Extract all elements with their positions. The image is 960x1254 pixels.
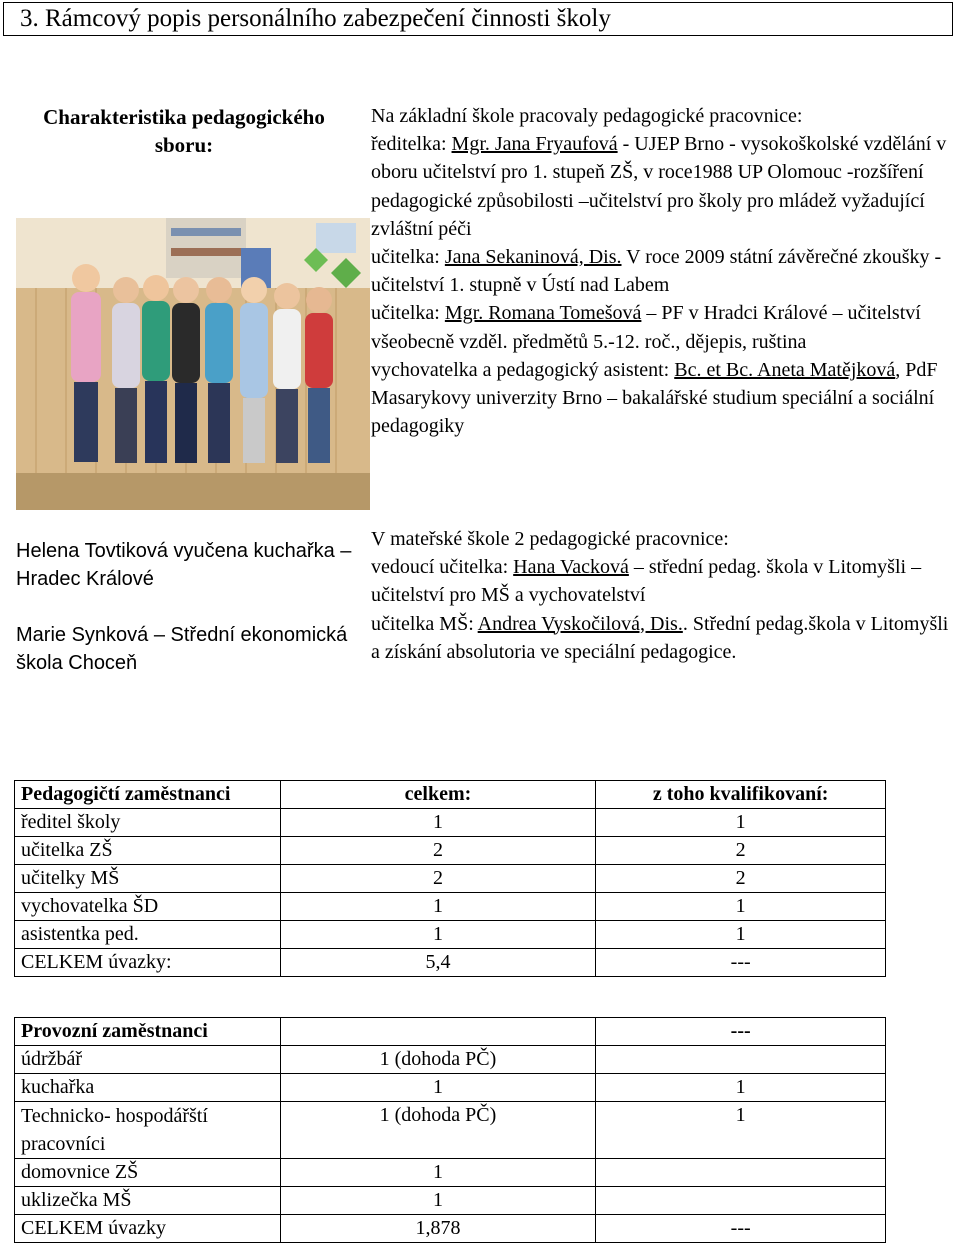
table-cell: ředitel školy <box>15 809 281 837</box>
table-row <box>15 921 886 949</box>
table-row-total <box>15 1215 886 1243</box>
table-cell: 1 <box>280 1159 596 1187</box>
table-cell: učitelka ZŠ <box>15 837 281 865</box>
entry-detail: – střední pedag. škola v Litomyšli – učitelství pro MŠ a vychovatelství <box>371 556 922 607</box>
table-cell: kuchařka <box>15 1074 281 1102</box>
ms-intro-line: V mateřské škole 2 pedagogické pracovnice: <box>371 528 729 550</box>
pedagogical-staff-table <box>14 780 886 977</box>
table-row <box>15 809 886 837</box>
table-cell: vychovatelka ŠD <box>15 893 281 921</box>
table-cell: 1 <box>280 893 596 921</box>
staff-entry-assistant <box>371 356 957 441</box>
entry-role: ředitelka: <box>371 133 452 156</box>
table-cell <box>596 1159 886 1187</box>
header-cell: Pedagogičtí zaměstnanci <box>15 781 281 809</box>
kindergarten-staff-description <box>371 525 957 666</box>
header-cell: z toho kvalifikovaní: <box>596 781 886 809</box>
table-cell: CELKEM úvazky: <box>15 949 281 977</box>
table-cell: 1 <box>280 921 596 949</box>
table-row <box>15 1046 886 1074</box>
table-cell: domovnice ZŠ <box>15 1159 281 1187</box>
table-cell: 1 (dohoda PČ) <box>280 1102 596 1159</box>
table-cell: 1 <box>596 1074 886 1102</box>
table-cell: 1 <box>280 809 596 837</box>
table-row <box>15 865 886 893</box>
intro-line: Na základní škole pracovaly pedagogické pracovnice: <box>371 105 803 127</box>
primary-school-staff-description <box>371 102 957 440</box>
table-cell: 1 <box>596 809 886 837</box>
table-cell: --- <box>596 949 886 977</box>
section-heading: 3. Rámcový popis personálního zabezpečení činnosti školy <box>3 2 953 36</box>
entry-detail: - UJEP Brno - vysokoškolské vzdělání v oboru učitelství pro 1. stupeň ZŠ, v roce1988 UP Olomouc -rozšíření pedagogické způsobilosti –učitelství pro školy pro mládež vyžadující zvláštní péči <box>371 133 947 240</box>
entry-role: učitelka: <box>371 302 445 325</box>
entry-name: Mgr. Romana Tomešová <box>444 302 642 325</box>
table-cell: 1 <box>280 1074 596 1102</box>
table-row <box>15 1159 886 1187</box>
header-cell: --- <box>596 1018 886 1046</box>
table-cell: učitelky MŠ <box>15 865 281 893</box>
staff-entry-teacher-2 <box>371 299 957 355</box>
staff-entry-principal <box>371 130 957 243</box>
entry-detail: – PF v Hradci Králové – učitelství všeobecně vzděl. předmětů 5.-12. roč., dějepis, ruština <box>371 302 921 353</box>
table-cell: asistentka ped. <box>15 921 281 949</box>
table-cell: 2 <box>596 865 886 893</box>
table-cell: údržbář <box>15 1046 281 1074</box>
staff-entry-head-teacher <box>371 553 957 609</box>
table-row <box>15 837 886 865</box>
entry-role: učitelka MŠ: <box>371 612 478 635</box>
table-row <box>15 893 886 921</box>
table-cell: 1 <box>596 921 886 949</box>
entry-role: učitelka: <box>371 246 445 269</box>
table-header-row <box>15 781 886 809</box>
header-cell <box>280 1018 596 1046</box>
staff-group-photo <box>16 218 370 510</box>
table-cell: 1 <box>596 893 886 921</box>
table-row <box>15 1102 886 1159</box>
header-cell: Provozní zaměstnanci <box>15 1018 281 1046</box>
table-cell: 5,4 <box>280 949 596 977</box>
side-title: Charakteristika pedagogického sboru: <box>43 105 325 157</box>
staff-entry-teacher-1 <box>371 243 957 299</box>
operational-staff-table <box>14 1017 886 1243</box>
entry-name: Bc. et Bc. Aneta Matějková <box>674 358 896 381</box>
table-cell: uklizečka MŠ <box>15 1187 281 1215</box>
table-cell <box>596 1046 886 1074</box>
table-cell: Technicko- hospodářští pracovníci <box>15 1102 281 1159</box>
table-cell: 2 <box>596 837 886 865</box>
table-row <box>15 1074 886 1102</box>
table-cell: --- <box>596 1215 886 1243</box>
entry-detail: , PdF Masarykovy univerzity Brno – bakalářské studium speciální a sociální pedagogiky <box>371 358 938 438</box>
entry-name: Andrea Vyskočilová, Dis. <box>477 612 683 635</box>
staff-note-cook: Helena Tovtiková vyučena kuchařka – Hradec Králové <box>16 540 352 590</box>
table-row <box>15 1187 886 1215</box>
table-cell: 2 <box>280 837 596 865</box>
header-cell: celkem: <box>280 781 596 809</box>
table-cell: 1,878 <box>280 1215 596 1243</box>
entry-name: Jana Sekaninová, Dis. <box>444 246 622 269</box>
table-row-total <box>15 949 886 977</box>
table-cell: CELKEM úvazky <box>15 1215 281 1243</box>
table-cell: 1 <box>596 1102 886 1159</box>
table-cell <box>596 1187 886 1215</box>
staff-note-economist: Marie Synková – Střední ekonomická škola Choceň <box>16 624 348 674</box>
table-cell: 2 <box>280 865 596 893</box>
table-cell: 1 (dohoda PČ) <box>280 1046 596 1074</box>
entry-role: vedoucí učitelka: <box>371 556 514 579</box>
table-header-row <box>15 1018 886 1046</box>
staff-entry-ms-teacher <box>371 610 957 666</box>
entry-detail: V roce 2009 státní závěrečné zkoušky - učitelství 1. stupně v Ústí nad Labem <box>371 246 942 297</box>
table-cell: 1 <box>280 1187 596 1215</box>
entry-detail: . Střední pedag.škola v Litomyšli a získání absolutoria ve speciální pedagogice. <box>371 612 949 663</box>
entry-name: Hana Vacková <box>513 556 629 579</box>
entry-role: vychovatelka a pedagogický asistent: <box>371 358 675 381</box>
entry-name: Mgr. Jana Fryaufová <box>451 133 618 156</box>
